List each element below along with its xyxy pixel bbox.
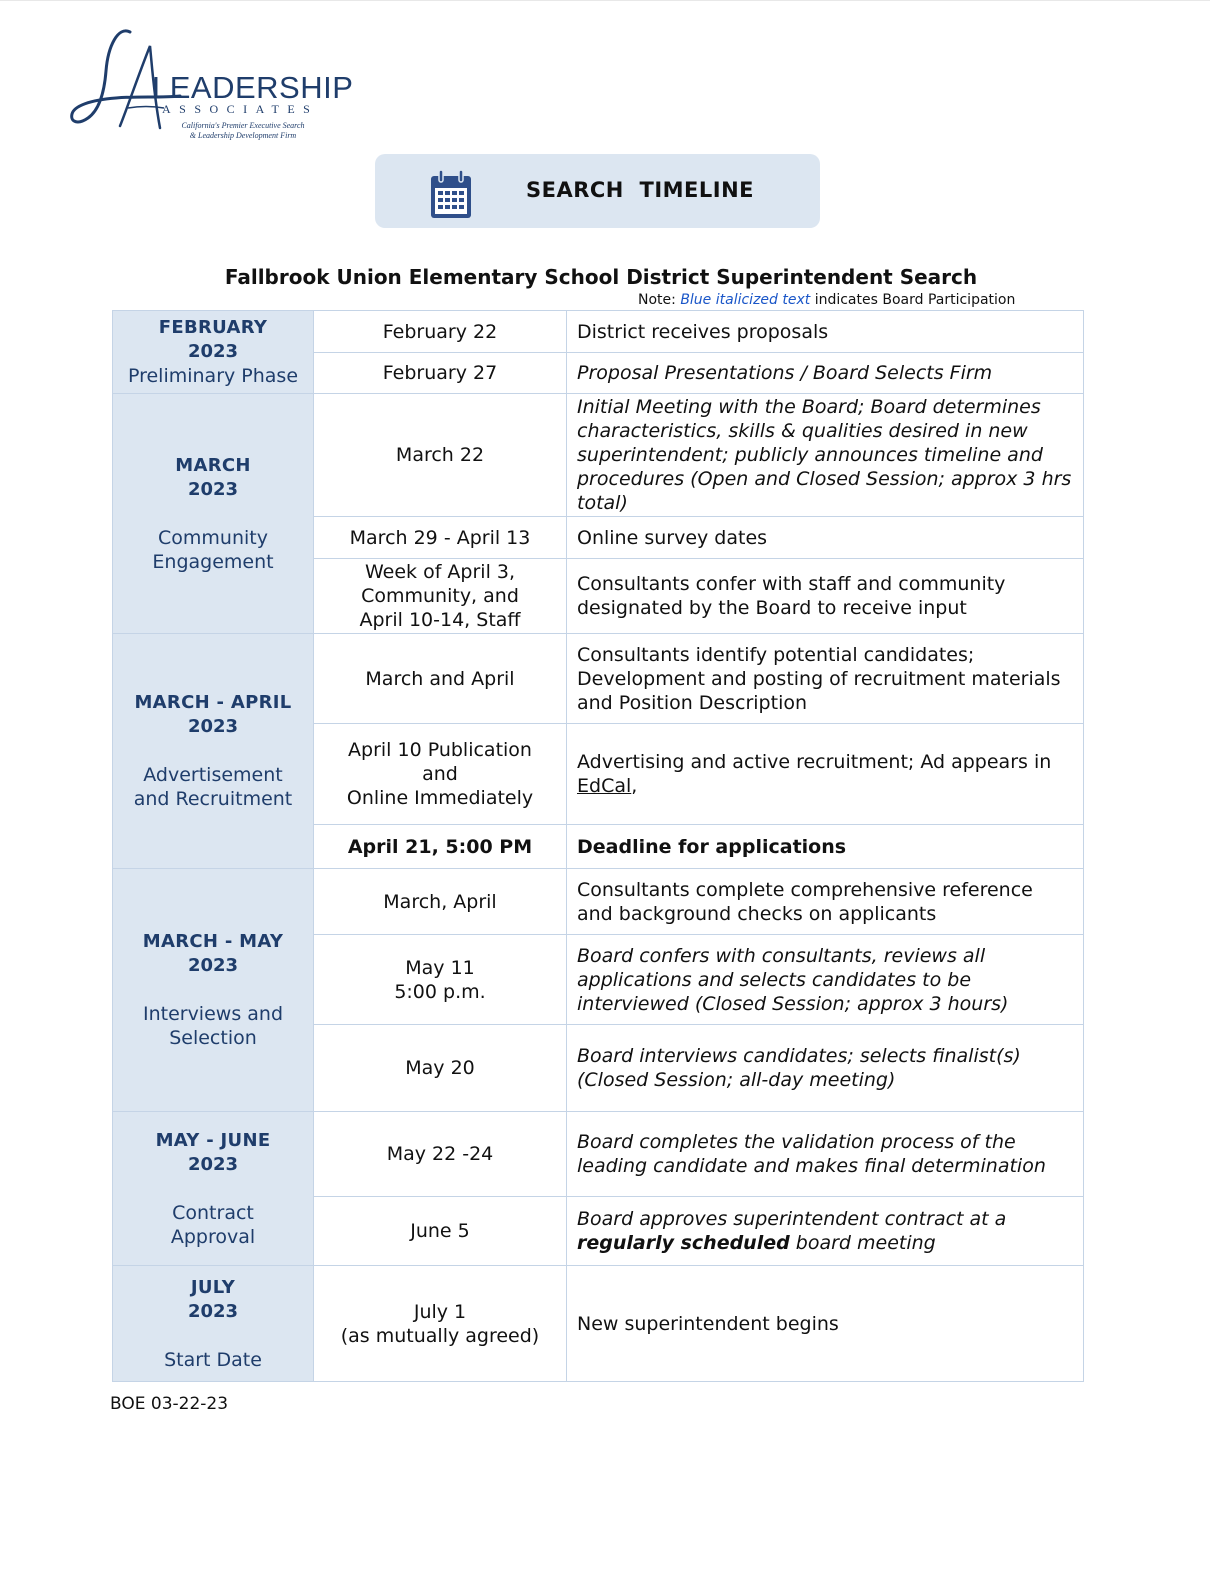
- table-row: [113, 394, 1084, 517]
- date-cell: March and April: [314, 634, 567, 724]
- legend-note: Note: Blue italicized text indicates Board Participation: [638, 292, 1016, 308]
- logo-brand-text: LEADERSHIP: [152, 70, 354, 105]
- timeline-table: [112, 310, 1084, 1382]
- date-cell: April 21, 5:00 PM: [314, 825, 567, 869]
- logo-sub-text: ASSOCIATES: [162, 102, 319, 116]
- table-row: [113, 634, 1084, 724]
- date-cell: April 10 Publication and Online Immediately: [314, 724, 567, 825]
- calendar-icon: [429, 168, 473, 220]
- date-cell: May 11 5:00 p.m.: [314, 935, 567, 1025]
- description-cell: Board completes the validation process of the leading candidate and makes final determination: [567, 1112, 1084, 1197]
- legend-blue-sample: Blue italicized text: [680, 292, 811, 308]
- document-title: Fallbrook Union Elementary School District Superintendent Search: [224, 265, 978, 289]
- date-cell: May 22 -24: [314, 1112, 567, 1197]
- date-cell: May 20: [314, 1025, 567, 1112]
- date-cell: March 22: [314, 394, 567, 517]
- date-cell: July 1 (as mutually agreed): [314, 1266, 567, 1382]
- phase-cell-march: MARCH 2023 Community Engagement: [113, 394, 314, 634]
- date-cell: February 27: [314, 353, 567, 394]
- phase-cell-march-may: MARCH - MAY 2023 Interviews and Selection: [113, 869, 314, 1112]
- phase-cell-july: JULY 2023 Start Date: [113, 1266, 314, 1382]
- search-timeline-banner: [375, 154, 820, 228]
- leadership-associates-logo: [68, 26, 354, 146]
- phase-cell-may-june: MAY - JUNE 2023 Contract Approval: [113, 1112, 314, 1266]
- description-cell: Consultants confer with staff and community designated by the Board to receive input: [567, 559, 1084, 634]
- logo-tagline: California's Premier Executive Search & Leadership Development Firm: [181, 121, 305, 140]
- table-row: [113, 1112, 1084, 1197]
- banner-title: SEARCH TIMELINE: [526, 178, 754, 202]
- description-cell: Board interviews candidates; selects finalist(s) (Closed Session; all-day meeting): [567, 1025, 1084, 1112]
- footer-reference: BOE 03-22-23: [110, 1394, 229, 1414]
- description-cell: Advertising and active recruitment; Ad appears in EdCal,: [567, 724, 1084, 825]
- date-cell: Week of April 3, Community, and April 10-14, Staff: [314, 559, 567, 634]
- description-cell: Initial Meeting with the Board; Board determines characteristics, skills & qualities desired in new superintendent; publicly announces timeline and procedures (Open and Closed Session; approx 3 hrs total): [567, 394, 1084, 517]
- description-cell: Consultants identify potential candidates; Development and posting of recruitment materials and Position Description: [567, 634, 1084, 724]
- table-row: [113, 311, 1084, 353]
- description-cell: New superintendent begins: [567, 1266, 1084, 1382]
- description-cell: Deadline for applications: [567, 825, 1084, 869]
- table-row: [113, 1266, 1084, 1382]
- date-cell: March 29 - April 13: [314, 517, 567, 559]
- top-rule: [0, 0, 1210, 1]
- description-cell: Online survey dates: [567, 517, 1084, 559]
- description-cell: Proposal Presentations / Board Selects Firm: [567, 353, 1084, 394]
- phase-cell-february: FEBRUARY 2023 Preliminary Phase: [113, 311, 314, 394]
- table-row: [113, 869, 1084, 935]
- date-cell: June 5: [314, 1197, 567, 1266]
- description-cell: Board approves superintendent contract at a regularly scheduled board meeting: [567, 1197, 1084, 1266]
- description-cell: Consultants complete comprehensive reference and background checks on applicants: [567, 869, 1084, 935]
- date-cell: February 22: [314, 311, 567, 353]
- date-cell: March, April: [314, 869, 567, 935]
- description-cell: Board confers with consultants, reviews all applications and selects candidates to be interviewed (Closed Session; approx 3 hours): [567, 935, 1084, 1025]
- edcal-link[interactable]: EdCal: [577, 775, 632, 797]
- description-cell: District receives proposals: [567, 311, 1084, 353]
- phase-cell-march-april: MARCH - APRIL 2023 Advertisement and Recruitment: [113, 634, 314, 869]
